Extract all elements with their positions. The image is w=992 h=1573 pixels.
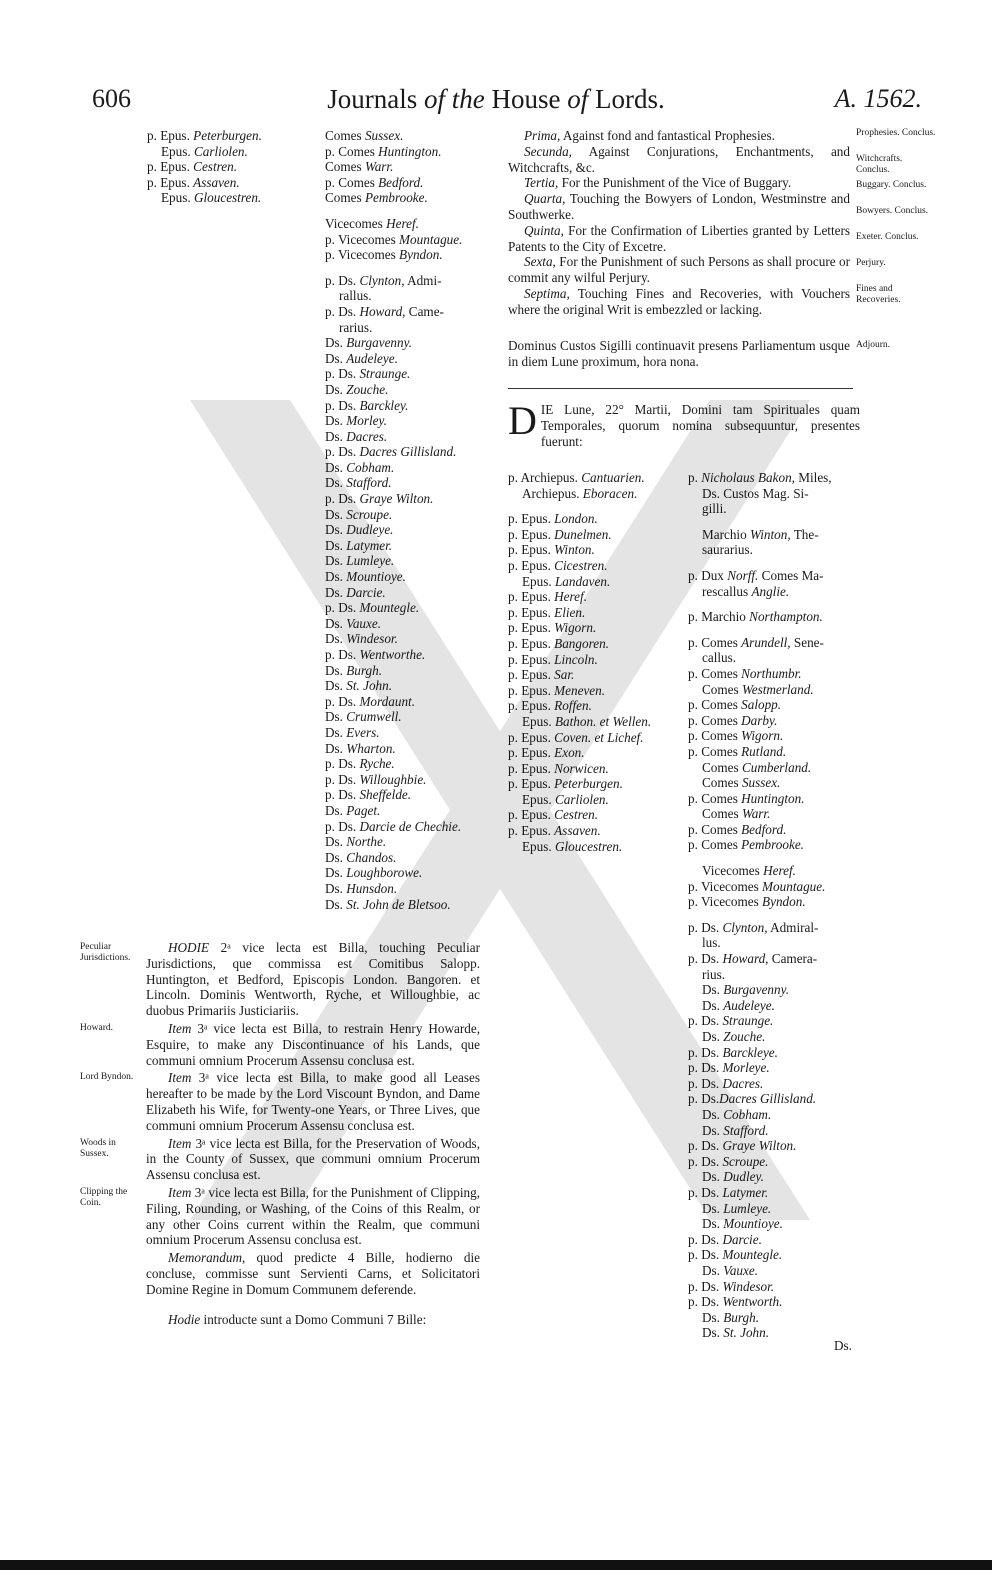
bill-margin-note: Fines and Recoveries. (856, 284, 901, 305)
list-item: rescallus Anglie. (702, 583, 790, 599)
temporal-lords-list (688, 470, 858, 1341)
list-item: Ds. Lumleye. (702, 1200, 772, 1216)
list-item: Ds. Crumwell. (325, 709, 402, 725)
list-item: Epus. Gloucestren. (522, 838, 623, 854)
list-item: p. Comes Darby. (688, 712, 778, 728)
list-item: p. Ds. Wentworth. (688, 1294, 783, 1310)
list-item: rarius. (339, 319, 373, 335)
list-item: Ds. Audeleye. (702, 997, 775, 1013)
bill-entry: Septima, Touching Fines and Recoveries, with Vouchers where the original Writ is embezzled or lacking. (508, 285, 850, 317)
list-item: Comes Sussex. (325, 128, 404, 143)
list-item: p. Ds. Clynton, Admi- (325, 272, 442, 288)
list-item: Comes Cumberland. (702, 759, 812, 775)
list-item: p. Vicecomes Mountague. (325, 231, 463, 247)
list-item: p. Ds. Howard, Camera- (688, 951, 818, 967)
proceeding-margin-note: Clipping the Coin. (80, 1186, 128, 1208)
list-item: p. Ds. Ryche. (325, 756, 395, 772)
list-item: p. Epus. Bangoren. (508, 635, 609, 651)
list-item: Comes Warr. (325, 159, 394, 175)
lords-list-continued (325, 128, 495, 912)
list-item: callus. (702, 650, 737, 666)
proceeding-margin-note: Woods in Sussex. (80, 1137, 116, 1159)
list-item: Epus. Carliolen. (522, 791, 609, 807)
list-item: Ds. Mountioye. (325, 569, 406, 585)
list-item: Ds. Windesor. (325, 631, 398, 647)
list-item: Ds. St. John. (325, 678, 393, 694)
list-item: Ds. Wharton. (325, 740, 396, 756)
list-item: Vicecomes Heref. (702, 863, 796, 879)
list-item: Ds. Cobham. (325, 459, 395, 475)
bill-margin-note: Perjury. (856, 258, 886, 268)
list-item: p. Epus. Heref. (508, 589, 587, 605)
proceeding-entry: Peculiar Jurisdictions. HODIE 2ᵃ vice lecta est Billa, touching Peculiar Jurisdictions, que commissa est Comitibus Salopp. Huntington, et Bedford, Episcopis London. Bangoren. et Lincoln. Dominis Wentworth, Ryche, et Willoughbie, ac duobus Primariis Justiciariis. (80, 940, 480, 1019)
drop-cap: D (508, 398, 537, 443)
bill-margin-note: Buggary. Conclus. (856, 180, 927, 190)
list-item: p. Comes Bedford. (325, 174, 424, 190)
list-item: Ds. St. John de Bletsoo. (325, 896, 451, 912)
list-item: Ds. Zouche. (325, 381, 389, 397)
proceeding-margin-note: Howard. (80, 1022, 113, 1033)
list-item: Ds. Zouche. (702, 1029, 766, 1044)
list-item: Comes Pembrooke. (325, 190, 428, 206)
list-item: Ds. Dudley. (702, 1169, 764, 1185)
list-item: p. Nicholaus Bakon, Miles, (688, 470, 832, 485)
proceeding-entry: Woods in Sussex. Item 3ᵃ vice lecta est Billa, for the Preservation of Woods, in the County of Sussex, que communi omnium Procerum Assensu conclusa est. (80, 1135, 480, 1183)
list-item: Ds. Darcie. (325, 584, 386, 600)
list-item: Ds. Chandos. (325, 849, 397, 865)
list-item: p. Ds. Windesor. (688, 1278, 775, 1294)
list-item: p. Ds. Sheffelde. (325, 787, 412, 803)
list-item: Ds. Evers. (325, 724, 380, 740)
list-gap (508, 501, 688, 511)
proceeding-entry: Howard. Item 3ᵃ vice lecta est Billa, to restrain Henry Howarde, Esquire, to make any Discontinuance of his Lands, que communi omnium Procerum Assensu conclusa est. (80, 1020, 480, 1068)
list-item: p. Comes Wigorn. (688, 728, 784, 744)
list-item: Ds. Mountioye. (702, 1216, 783, 1232)
list-item: Ds. Loughborowe. (325, 865, 423, 881)
list-item: p. Epus. Coven. et Lichef. (508, 729, 644, 745)
list-item: Epus. Landaven. (522, 573, 611, 589)
list-item: p. Ds. Mountegle. (688, 1247, 783, 1263)
list-item: p. Comes Pembrooke. (688, 837, 804, 853)
section-rule (508, 388, 853, 389)
list-item: Ds. Burgh. (325, 662, 383, 678)
list-item: Marchio Winton, The- (702, 526, 819, 542)
list-item: Ds. Burgh. (702, 1309, 760, 1325)
list-item: Ds. Paget. (325, 802, 381, 818)
list-item: p. Epus. Elien. (508, 604, 586, 620)
bills-list (508, 128, 850, 318)
list-item: p. Epus. Cicestren. (508, 557, 608, 573)
list-item: p. Archiepus. Cantuarien. (508, 470, 645, 485)
list-item: p. Ds. Morleye. (688, 1060, 770, 1076)
list-item: p. Ds. Darcie. (688, 1231, 762, 1247)
list-item: p. Epus. Meneven. (508, 682, 606, 698)
list-item: Ds. Latymer. (325, 537, 393, 553)
list-item: p. Ds. Mountegle. (325, 600, 420, 616)
list-item: Ds. Burgavenny. (325, 335, 413, 351)
list-item: p. Comes Rutland. (688, 743, 787, 759)
list-item: rallus. (339, 288, 372, 304)
list-item: p. Ds. Graye Wilton. (688, 1138, 797, 1154)
list-item: p. Epus. Roffen. (508, 698, 592, 714)
list-item: Comes Sussex. (702, 775, 781, 791)
bishops-list-continued (147, 128, 327, 206)
page-header (0, 84, 992, 124)
list-item: p. Epus. Peterburgen. (147, 128, 262, 143)
page-year: A. 1562. (834, 84, 922, 113)
list-item: p. Ds. Graye Wilton. (325, 491, 434, 507)
bottom-edge (0, 1560, 992, 1570)
list-item: p. Ds. Dacres Gillisland. (325, 444, 457, 460)
list-item: rius. (702, 966, 726, 982)
list-item: saurarius. (702, 542, 753, 558)
list-gap (688, 517, 858, 527)
proceeding-entry: Lord Byndon. Item 3ᵃ vice lecta est Billa, to make good all Leases hereafter to be made by the Lord Viscount Byndon, and Dame Elizabeth his Wife, for Twenty-one Years, or Three Lives, que communi omnium Procerum Assensu conclusa est. (80, 1070, 480, 1133)
list-item: Ds. Custos Mag. Si- (702, 485, 809, 501)
list-item: lus. (702, 935, 721, 951)
list-item: Ds. Stafford. (325, 475, 392, 491)
list-item: p. Epus. Norwicen. (508, 760, 609, 776)
list-item: p. Comes Arundell, Sene- (688, 634, 824, 650)
bill-entry: Tertia, For the Punishment of the Vice of Buggary. (524, 175, 792, 191)
list-gap (688, 558, 858, 568)
list-item: Ds. Vauxe. (702, 1262, 759, 1278)
list-gap (325, 263, 495, 273)
list-item: p. Ds. Scroupe. (688, 1153, 769, 1169)
list-item: p. Ds. Willoughbie. (325, 771, 427, 787)
spiritual-lords-list (508, 470, 688, 854)
list-gap (688, 910, 858, 920)
list-item: p. Ds. Latymer. (688, 1184, 769, 1200)
list-item: Ds. Lumleye. (325, 553, 395, 569)
list-gap (688, 625, 858, 635)
list-item: p. Ds.Dacres Gillisland. (688, 1091, 817, 1107)
list-item: Ds. Burgavenny. (702, 982, 790, 998)
list-item: p. Ds. Darcie de Chechie. (325, 818, 462, 834)
list-item: p. Comes Huntington. (325, 143, 442, 159)
list-item: Ds. Scroupe. (325, 506, 393, 522)
bills-margin-notes (856, 128, 936, 310)
bill-entry: Secunda, Against Conjurations, Enchantments, and Witchcrafts, &c. (508, 143, 850, 175)
bill-margin-note: Witchcrafts. Conclus. (856, 154, 903, 175)
list-item: Ds. Dudleye. (325, 522, 394, 538)
list-item: gilli. (702, 501, 727, 517)
page-number: 606 (92, 84, 131, 113)
bill-entry: Quarta, Touching the Bowyers of London, Westminstre and Southwerke. (508, 191, 850, 222)
list-item: p. Ds. Barckley. (325, 397, 409, 413)
list-item: Comes Warr. (702, 806, 771, 822)
list-item: p. Epus. Dunelmen. (508, 526, 612, 542)
list-item: p. Epus. Wigorn. (508, 620, 597, 636)
list-item: p. Comes Salopp. (688, 697, 782, 713)
list-item: Ds. Vauxe. (325, 615, 382, 631)
list-item: Ds. Stafford. (702, 1122, 769, 1138)
list-item: Epus. Gloucestren. (161, 190, 262, 206)
list-item: Ds. Hunsdon. (325, 880, 398, 896)
list-item: Ds. Dacres. (325, 428, 388, 444)
list-item: p. Comes Bedford. (688, 821, 787, 837)
list-item: p. Epus. Assaven. (147, 174, 240, 190)
proceeding-entry: Clipping the Coin. Item 3ᵃ vice lecta est Billa, for the Punishment of Clipping, Filing, Rounding, or Washing, of the Coins of this Realm, or any other Coins current within the Realm, que communi omnium Procerum Assensu conclusa est. (80, 1184, 480, 1248)
list-item: p. Vicecomes Mountague. (688, 878, 826, 894)
list-item: Epus. Carliolen. (161, 143, 248, 159)
catchword: Ds. (834, 1338, 852, 1353)
list-item: p. Ds. Clynton, Admiral- (688, 919, 819, 935)
list-item: p. Ds. Wentworthe. (325, 647, 426, 662)
list-item: p. Epus. Lincoln. (508, 651, 598, 667)
proceeding-margin-note: Peculiar Jurisdictions. (80, 942, 131, 963)
list-item: p. Epus. Cestren. (508, 807, 598, 823)
list-item: Epus. Bathon. et Wellen. (522, 713, 652, 729)
die-lune-paragraph: DIE Lune, 22° Martii, Domini tam Spirituales quam Temporales, quorum nomina subsequuntur, presentes fuerunt: (508, 398, 860, 449)
list-item: p. Ds. Barckleye. (688, 1044, 778, 1060)
list-item: p. Vicecomes Byndon. (688, 894, 806, 910)
bill-entry: Quinta, For the Confirmation of Liberties granted by Letters Patents to the City of Excetre. (508, 222, 850, 254)
list-item: p. Epus. Cestren. (147, 159, 237, 175)
list-item: p. Comes Huntington. (688, 790, 805, 806)
list-item: p. Ds. Howard, Came- (325, 303, 444, 319)
list-item: p. Ds. Dacres. (688, 1075, 764, 1091)
list-item: Vicecomes Heref. (325, 215, 419, 231)
list-item: p. Vicecomes Byndon. (325, 247, 443, 263)
adjourn-margin-note: Adjourn. (856, 340, 891, 350)
list-item: p. Ds. Mordaunt. (325, 693, 415, 709)
list-item: p. Marchio Northampton. (688, 609, 823, 625)
bill-entry: Prima, Against fond and fantastical Prophesies. (524, 128, 775, 143)
adjourn-paragraph: Dominus Custos Sigilli continuavit presens Parliamentum usque in diem Lune proximum, hora nona. (508, 338, 850, 369)
list-item: p. Epus. London. (508, 511, 598, 527)
list-item: Ds. St. John. (702, 1325, 770, 1341)
bill-margin-note: Prophesies. Conclus. (856, 128, 936, 138)
list-gap (688, 599, 858, 609)
bill-margin-note: Bowyers. Conclus. (856, 206, 929, 216)
list-item: p. Epus. Sar. (508, 667, 575, 683)
list-item: p. Dux Norff. Comes Ma- (688, 567, 824, 583)
proceeding-entry: Memorandum, quod predicte 4 Bille, hodierno die concluse, commisse sunt Servienti Carns, et Solicitatori Domine Regine in Domum Communem deferende. (146, 1250, 480, 1297)
list-item: Ds. Audeleye. (325, 350, 398, 366)
list-gap (688, 853, 858, 863)
bill-margin-note: Exeter. Conclus. (856, 232, 919, 242)
list-item: Ds. Cobham. (702, 1106, 772, 1122)
list-item: Ds. Northe. (325, 834, 387, 850)
list-item: p. Ds. Straunge. (688, 1013, 774, 1029)
proceeding-entry: Hodie introducte sunt a Domo Communi 7 Bille: (168, 1311, 427, 1327)
proceedings-paragraphs (80, 940, 480, 1329)
list-item: p. Epus. Exon. (508, 745, 585, 761)
list-item: p. Ds. Straunge. (325, 366, 411, 382)
list-item: p. Comes Northumbr. (688, 665, 802, 681)
list-item: Ds. Morley. (325, 413, 387, 429)
list-item: Archiepus. Eboracen. (522, 485, 638, 501)
list-item: p. Epus. Peterburgen. (508, 776, 623, 792)
running-title: Journals of the House of Lords. (327, 84, 665, 114)
bill-entry: Sexta, For the Punishment of such Persons as shall procure or commit any wilful Perjury. (508, 254, 850, 286)
list-item: p. Epus. Assaven. (508, 823, 601, 839)
list-item: p. Epus. Winton. (508, 542, 595, 558)
list-gap (325, 206, 495, 216)
list-item: Comes Westmerland. (702, 681, 814, 697)
proceeding-margin-note: Lord Byndon. (80, 1072, 134, 1083)
